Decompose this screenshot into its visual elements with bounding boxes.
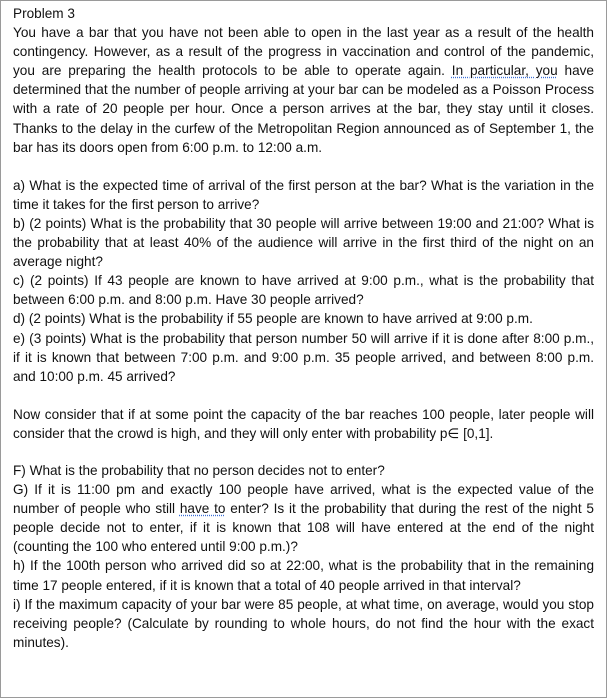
question-g-text-2: enter? Is it the probability that during the rest of the night 5 people decide not to enter, if it is known that 108 will have entered at the end of the night (counting the 100 who entered until 9:00 p.m.)? [13, 501, 594, 555]
question-h: h) If the 100th person who arrived did so at 22:00, what is the probability that in the remaining time 17 people entered, if it is known that a total of 40 people arrived in that interval? [13, 558, 594, 593]
intro-text-1: You have a bar that you have not been able to open in the last year as a result of the health contingency. However, as a result of the progress in vaccination and control of the pandemic, you are preparing the health protocols to be able to operate again. [13, 25, 594, 79]
problem-title: Problem 3 [13, 6, 75, 21]
question-b: b) (2 points) What is the probability that 30 people will arrive between 19:00 and 21:00? What is the probability that at least 40% of the audience will arrive in the first third of the night on an average night? [13, 215, 594, 270]
question-f: F) What is the probability that no person decides not to enter? [13, 462, 385, 478]
grammar-flag-in-particular[interactable]: In particular, you [451, 63, 558, 79]
question-e: e) (3 points) What is the probability that person number 50 will arrive if it is done after 8:00 p.m., if it is known that between 7:00 p.m. and 9:00 p.m. 35 people arrived, and between 8:00 p.m. and 10:00 p.m. 45 arrived? [13, 330, 594, 384]
capacity-note: Now consider that if at some point the capacity of the bar reaches 100 people, later people will consider that the crowd is high, and they will only enter with probability p∈ [0,1]. [13, 406, 594, 441]
question-g [13, 480, 594, 556]
grammar-flag-have-to[interactable]: have to [179, 501, 226, 517]
question-a: a) What is the expected time of arrival of the first person at the bar? What is the variation in the time it takes for the first person to arrive? [13, 177, 594, 212]
question-c: c) (2 points) If 43 people are known to have arrived at 9:00 p.m., what is the probability that between 6:00 p.m. and 8:00 p.m. Have 30 people arrived? [13, 273, 594, 308]
intro-paragraph [13, 23, 594, 157]
question-i: i) If the maximum capacity of your bar were 85 people, at what time, on average, would you stop receiving people? (Calculate by rounding to whole hours, do not find the hour with the exact minutes). [13, 596, 594, 650]
intro-text-2: have determined that the number of people arriving at your bar can be modeled as a Poisson Process with a rate of 20 people per hour. Once a person arrives at the bar, they stay until it closes. Thanks to the delay in the curfew of the Metropolitan Region announced as of September 1, the bar has its doors open from 6:00 p.m. to 12:00 a.m. [13, 63, 594, 155]
question-d: d) (2 points) What is the probability if 55 people are known to have arrived at 9:00 p.m. [13, 311, 533, 327]
question-g-text-1: G) If it is 11:00 pm and exactly 100 people have arrived, what is the expected value of the number of people who still [13, 482, 594, 517]
